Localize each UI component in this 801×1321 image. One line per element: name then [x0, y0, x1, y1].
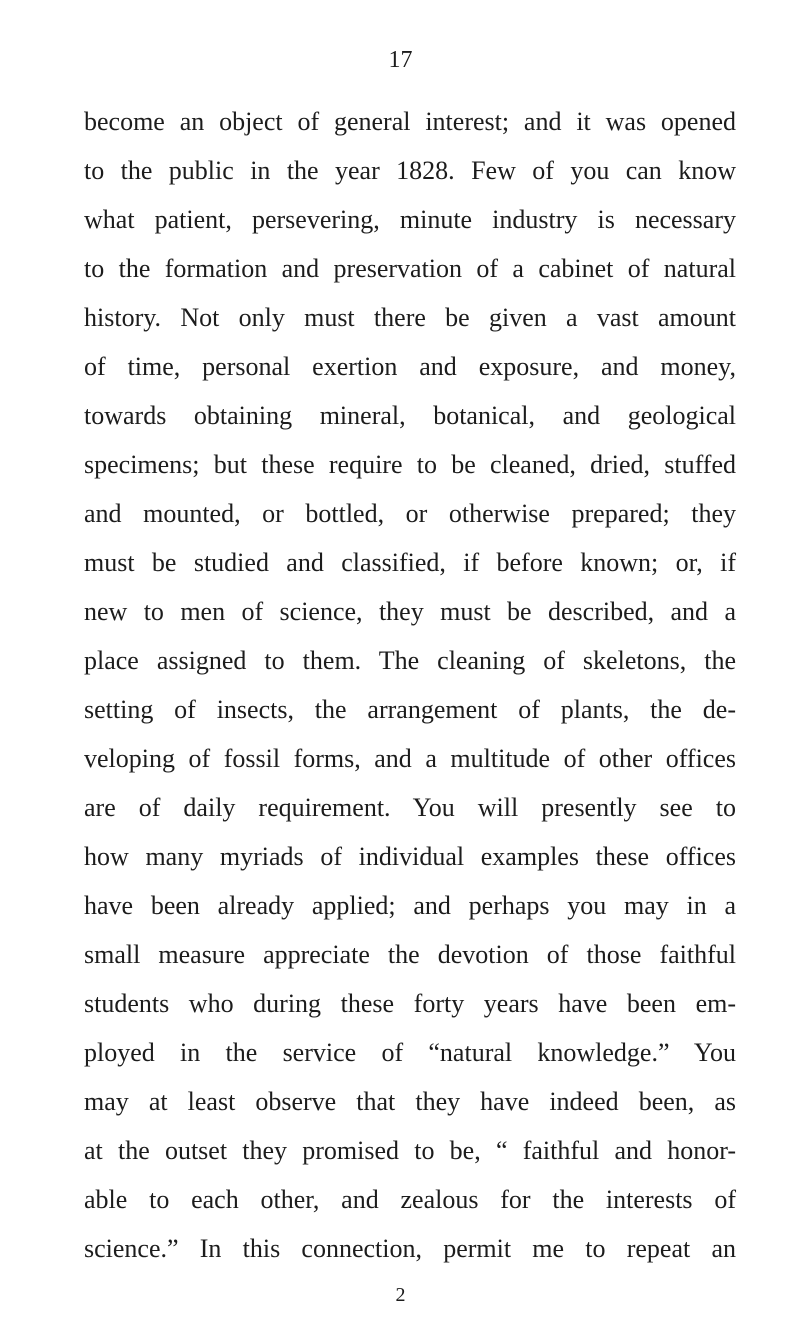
body-text — [84, 97, 736, 1273]
text-line: must be studied and classified, if before known; or, if — [84, 548, 736, 577]
text-line: veloping of fossil forms, and a multitude of other offices — [84, 744, 736, 773]
text-line: setting of insects, the arrangement of plants, the de- — [84, 695, 736, 724]
text-line: place assigned to them. The cleaning of skeletons, the — [84, 646, 736, 675]
text-line: new to men of science, they must be described, and a — [84, 597, 736, 626]
text-line: become an object of general interest; and it was opened — [84, 107, 736, 136]
text-line: how many myriads of individual examples these offices — [84, 842, 736, 871]
text-line: students who during these forty years have been em- — [84, 989, 736, 1018]
text-line: small measure appreciate the devotion of those faithful — [84, 940, 736, 969]
text-line: and mounted, or bottled, or otherwise prepared; they — [84, 499, 736, 528]
text-line: what patient, persevering, minute industry is necessary — [84, 205, 736, 234]
text-line: to the formation and preservation of a cabinet of natural — [84, 254, 736, 283]
text-line: towards obtaining mineral, botanical, and geological — [84, 401, 736, 430]
text-line: to the public in the year 1828. Few of you can know — [84, 156, 736, 185]
text-line: ployed in the service of “natural knowledge.” You — [84, 1038, 736, 1067]
text-line: specimens; but these require to be cleaned, dried, stuffed — [84, 450, 736, 479]
text-line: of time, personal exertion and exposure, and money, — [84, 352, 736, 381]
text-line: science.” In this connection, permit me to repeat an — [84, 1234, 736, 1263]
text-line: at the outset they promised to be, “ faithful and honor- — [84, 1136, 736, 1165]
text-line: are of daily requirement. You will presently see to — [84, 793, 736, 822]
text-line: may at least observe that they have indeed been, as — [84, 1087, 736, 1116]
text-line: history. Not only must there be given a vast amount — [84, 303, 736, 332]
text-line: have been already applied; and perhaps you may in a — [84, 891, 736, 920]
page-number: 17 — [388, 47, 413, 73]
signature-mark: 2 — [395, 1284, 406, 1306]
text-line: able to each other, and zealous for the interests of — [84, 1185, 736, 1214]
